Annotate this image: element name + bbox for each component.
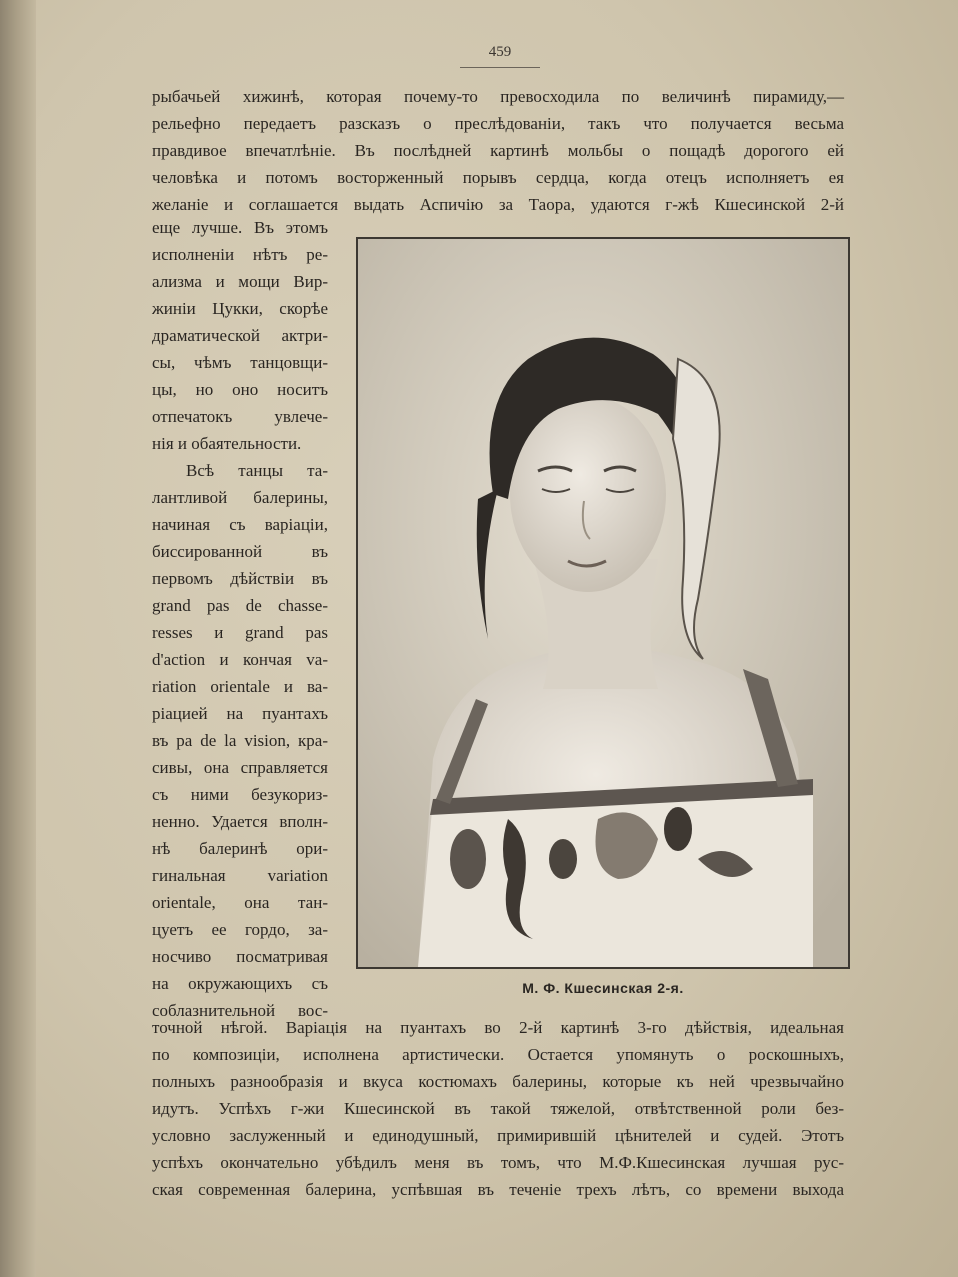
column-line: ализма и мощи Вир- — [152, 272, 328, 291]
column-line: цы, но оно носитъ — [152, 380, 328, 399]
column-line: нѣ балеринѣ ори- — [152, 839, 328, 858]
text-line: по композиціи, исполнена артистически. Остается упомянуть о роскошныхъ, — [152, 1045, 844, 1064]
text-line: ская современная балерина, успѣвшая въ теченіе трехъ лѣтъ, со времени выхода — [152, 1180, 844, 1199]
column-line: драматической актри- — [152, 326, 328, 345]
text-line: рыбачьей хижинѣ, которая почему-то превосходила по величинѣ пирамиду,— — [152, 87, 844, 106]
column-line: resses и grand pas — [152, 623, 328, 642]
book-gutter-shadow — [0, 0, 36, 1277]
column-line: еще лучше. Въ этомъ — [152, 218, 328, 237]
column-line: соблазнительной вос- — [152, 1001, 328, 1020]
column-line: первомъ дѣйствіи въ — [152, 569, 328, 588]
text-line: правдивое впечатлѣніе. Въ послѣдней картинѣ мольбы о пощадѣ дорогого ей — [152, 141, 844, 160]
portrait-illustration — [358, 239, 848, 967]
text-line: желаніе и соглашается выдать Аспичію за Таора, удаются г-жѣ Кшесинской 2-й — [152, 195, 844, 214]
column-line: лантливой балерины, — [152, 488, 328, 507]
column-line: сы, чѣмъ танцовщи- — [152, 353, 328, 372]
column-line: биссированной въ — [152, 542, 328, 561]
column-line: d'action и кончая va- — [152, 650, 328, 669]
column-line: сивы, она справляется — [152, 758, 328, 777]
column-line: начиная съ варіаціи, — [152, 515, 328, 534]
column-line: riation orientale и ва- — [152, 677, 328, 696]
page-number: 459 — [460, 44, 540, 68]
column-line: Всѣ танцы та- — [186, 461, 328, 480]
column-line: нія и обаятельности. — [152, 434, 302, 453]
text-line: условно заслуженный и единодушный, примирившій цѣнителей и судей. Этотъ — [152, 1126, 844, 1145]
text-line: точной нѣгой. Варіація на пуантахъ во 2-й картинѣ 3-го дѣйствія, идеальная — [152, 1018, 844, 1037]
text-line: человѣка и потомъ восторженный порывъ сердца, когда отецъ исполняетъ ея — [152, 168, 844, 187]
text-line: полныхъ разнообразія и вкуса костюмахъ балерины, которые къ ней чрезвычайно — [152, 1072, 844, 1091]
column-line: ріацией на пуантахъ — [152, 704, 328, 723]
text-line: идутъ. Успѣхъ г-жи Кшесинской въ такой тяжелой, отвѣтственной роли без- — [152, 1099, 844, 1118]
column-line: ненно. Удается вполн- — [152, 812, 328, 831]
column-line: отпечатокъ увлече- — [152, 407, 328, 426]
photo-caption: М. Ф. Кшесинская 2-я. — [522, 980, 684, 996]
column-line: жиніи Цукки, скорѣе — [152, 299, 328, 318]
column-line: на окружающихъ съ — [152, 974, 328, 993]
column-line: носчиво посматривая — [152, 947, 328, 966]
column-line: исполненіи нѣтъ ре- — [152, 245, 328, 264]
portrait-photo — [356, 237, 850, 969]
column-line: въ pa de la vision, кра- — [152, 731, 328, 750]
text-line: успѣхъ окончательно убѣдилъ меня въ томъ, что М.Ф.Кшесинская лучшая рус- — [152, 1153, 844, 1172]
column-line: цуетъ ее гордо, за- — [152, 920, 328, 939]
column-line: гинальная variation — [152, 866, 328, 885]
column-line: grand pas de chasse- — [152, 596, 328, 615]
column-line: съ ними безукориз- — [152, 785, 328, 804]
text-line: рельефно передаетъ разсказъ о преслѣдованіи, такъ что получается весьма — [152, 114, 844, 133]
column-line: orientale, она тан- — [152, 893, 328, 912]
